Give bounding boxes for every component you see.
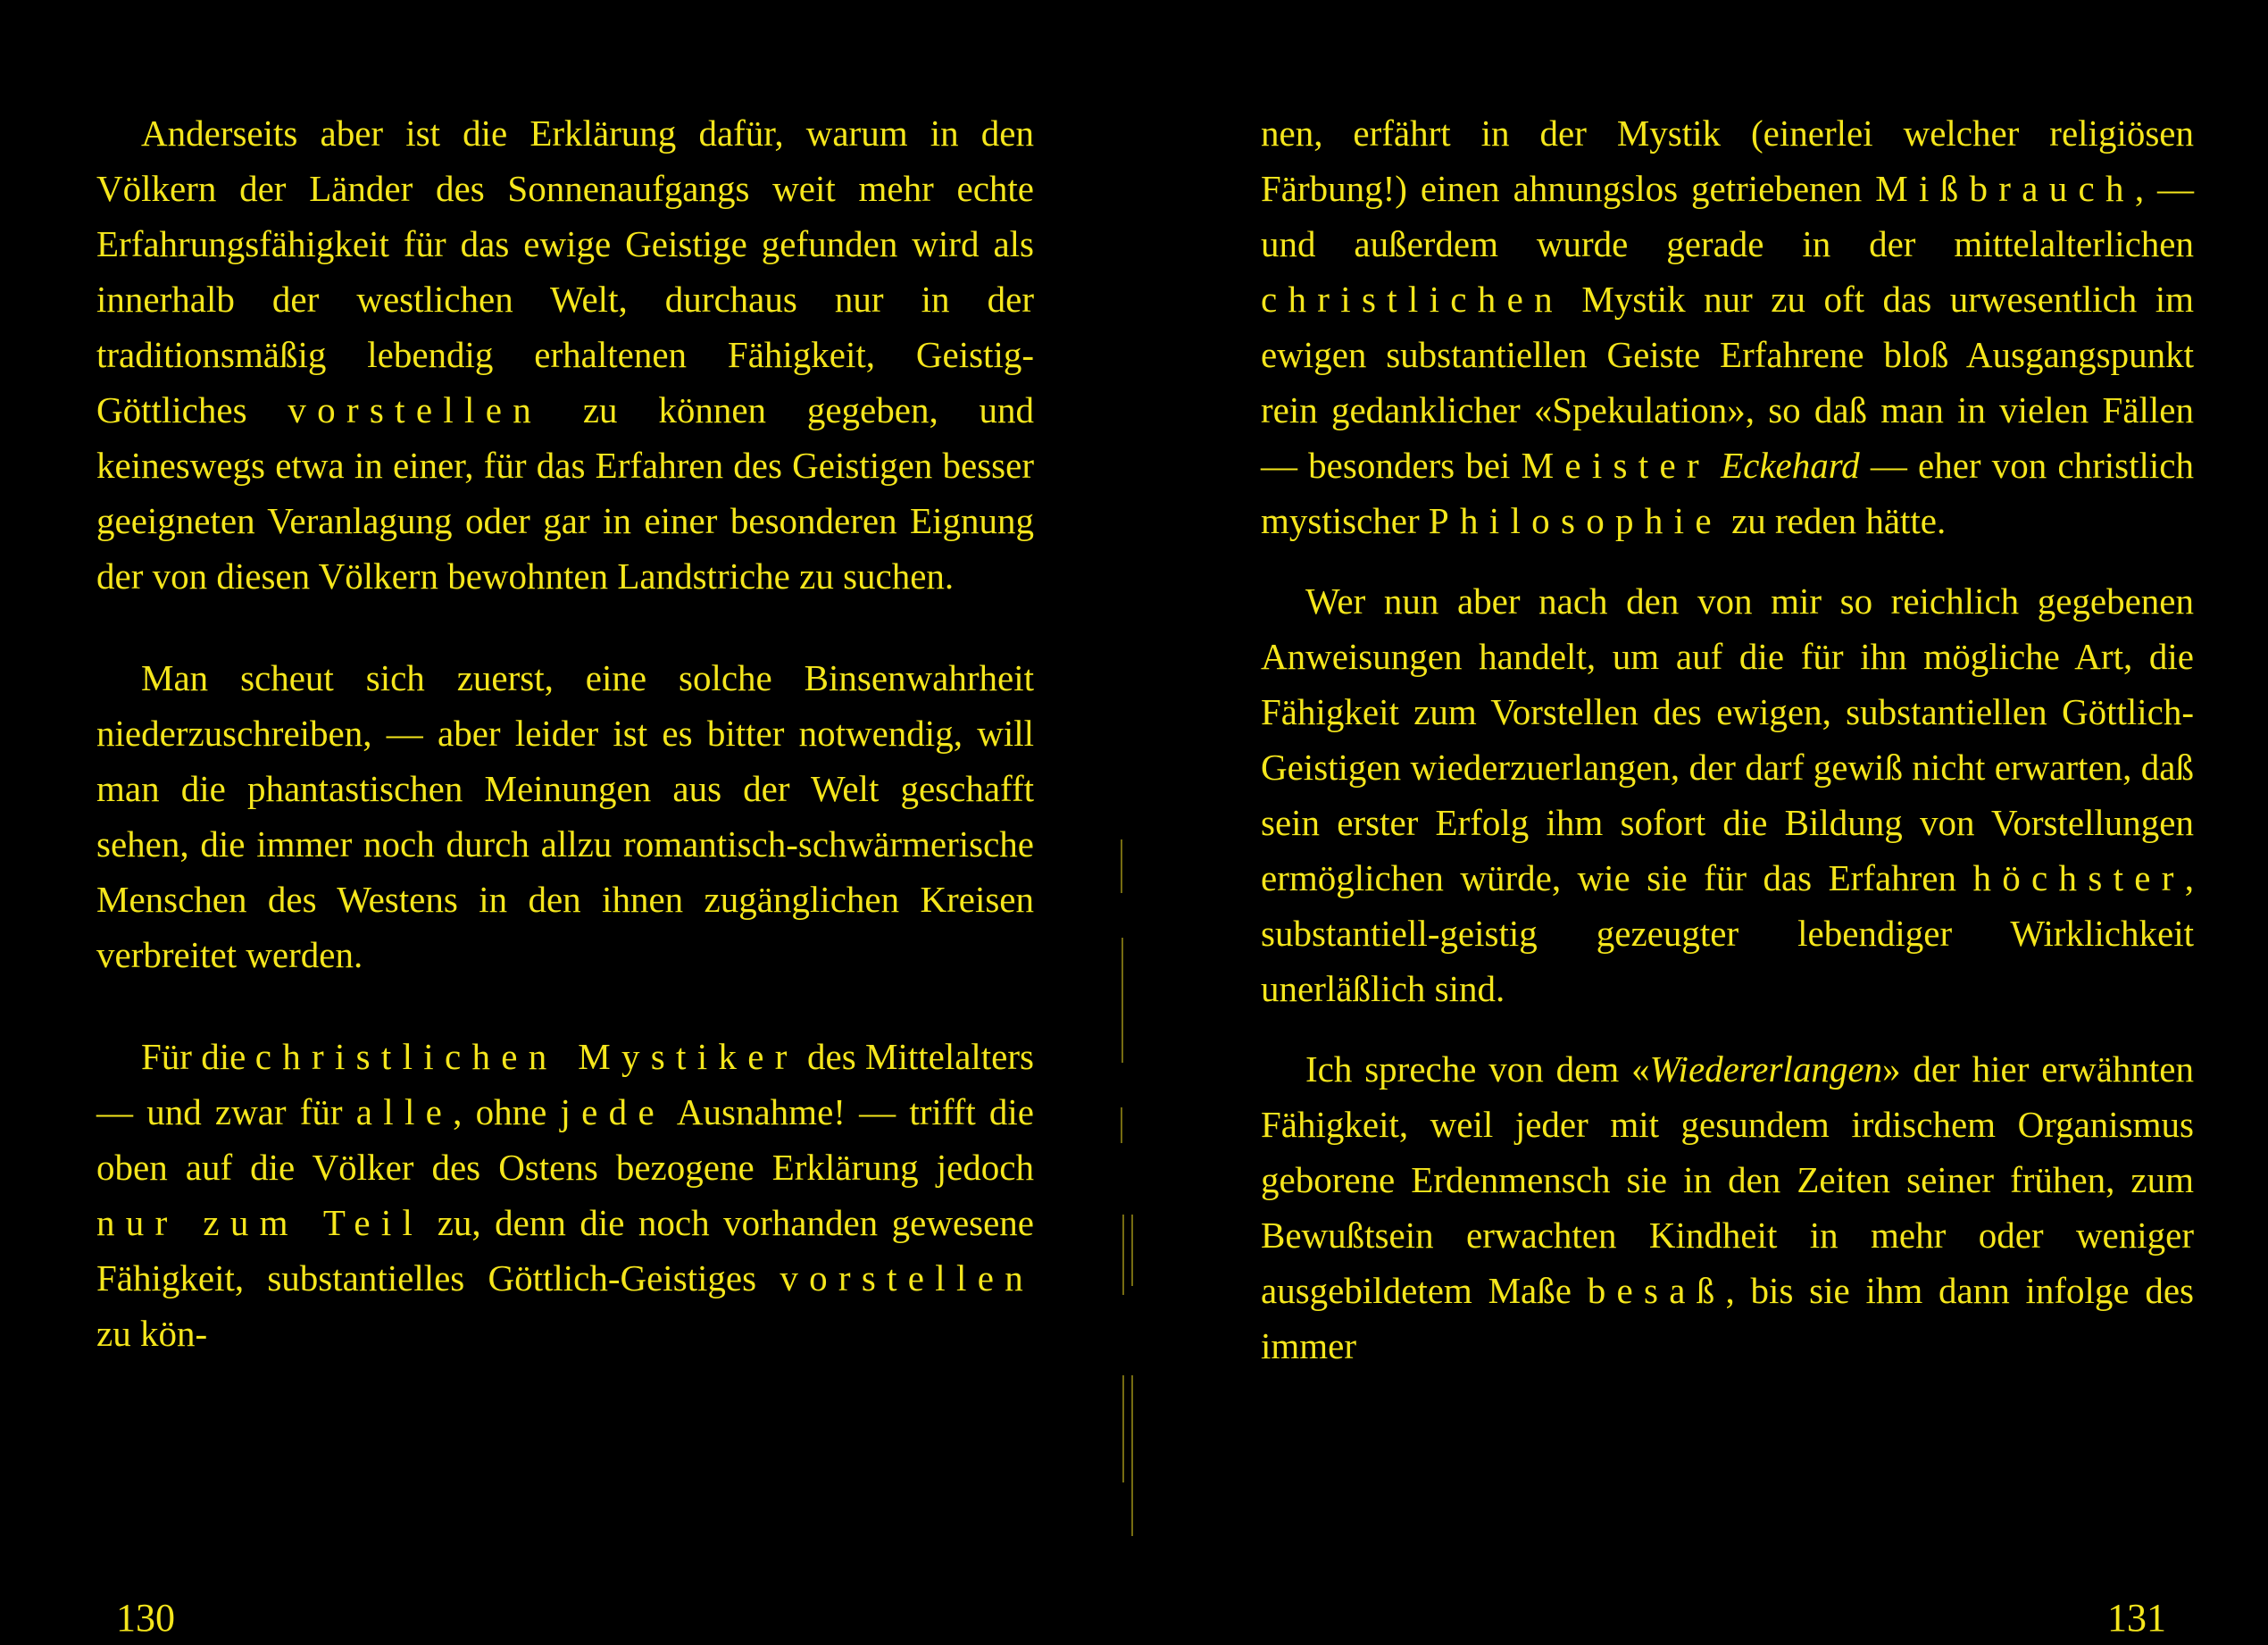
paragraph xyxy=(96,105,1034,604)
left-page xyxy=(96,105,1034,1361)
text-run: Ich spreche von dem « xyxy=(1305,1048,1650,1090)
paragraph xyxy=(96,650,1034,982)
text-run: Wer nun aber nach den von mir so reichlich gegebenen Anweisungen handelt, um auf die für ihn mögliche Art, die Fähigkeit zum Vorstellen des ewigen, substantiellen Göttlich-Geistigen wiederzuerlangen, der darf gewiß nicht erwarten, daß sein erster Erfolg ihm sofort die Bildung von Vorstellungen ermöglichen würde, wie sie für das Erfahren xyxy=(1261,580,2194,898)
italic-emphasis: Wiedererlangen xyxy=(1649,1048,1883,1090)
spaced-emphasis: christlichen xyxy=(1261,279,1563,320)
text-run: , — und außerdem wurde gerade in der mittelalterlichen xyxy=(1261,168,2194,264)
spaced-emphasis: besaß xyxy=(1587,1270,1726,1311)
text-run: Man scheut sich zuerst, eine solche Binsenwahrheit niederzuschreiben, — aber leider ist es bitter notwendig, will man die phantastischen Meinungen aus der Welt geschafft sehen, die immer noch durch allzu romantisch-schwärmerische Menschen des Westens in den ihnen zugänglichen Kreisen verbreitet werden. xyxy=(96,657,1034,975)
text-run: , ohne xyxy=(453,1091,561,1132)
paragraph xyxy=(96,1029,1034,1361)
paragraph xyxy=(1261,573,2194,1016)
spaced-emphasis: christlichen Mystiker xyxy=(254,1036,798,1077)
text-run: zu reden hätte. xyxy=(1722,500,1947,541)
spaced-emphasis: vorstellen xyxy=(780,1257,1034,1298)
paragraph xyxy=(1261,1041,2194,1374)
text-run: Für die xyxy=(141,1036,255,1077)
spaced-emphasis: höchster xyxy=(1972,857,2185,898)
text-run: Ausnahme! — trifft die oben auf die Völker des Ostens bezogene Erklärung jedoch xyxy=(96,1091,1034,1188)
text-run: des Mittelalters — und zwar für xyxy=(96,1036,1034,1132)
paragraph xyxy=(1261,105,2194,548)
page-number-left: 130 xyxy=(116,1596,175,1640)
text-run: zu können gegeben, und keineswegs etwa in einer, für das Erfahren des Geistigen besser geeigneten Veranlagung oder gar in einer besonderen Eignung der von diesen Völkern bewohnten Landstriche zu suchen. xyxy=(96,389,1034,597)
text-run: , substantiell-geistig gezeugter lebendiger Wirklichkeit unerläßlich sind. xyxy=(1261,857,2194,1009)
text-run: — eher von christlich mystischer xyxy=(1261,445,2195,541)
page-number-right: 131 xyxy=(2107,1596,2166,1640)
text-run: » der hier erwähnten Fähigkeit, weil jeder mit gesundem irdischem Organismus geborene Erdenmensch sie in den Zeiten seiner frühen, zum Bewußtsein erwachten Kindheit in mehr oder weniger ausgebildetem Maße xyxy=(1261,1048,2194,1311)
spaced-emphasis: Philosophie xyxy=(1428,500,1722,541)
right-page xyxy=(1261,105,2194,1374)
spaced-emphasis: alle xyxy=(355,1091,454,1132)
italic-emphasis: Eckehard xyxy=(1721,445,1860,486)
spaced-emphasis: nur zum Teil xyxy=(96,1202,424,1243)
spaced-emphasis: Meister xyxy=(1521,445,1710,486)
book-gutter xyxy=(1119,661,1146,1625)
text-run: nen, erfährt in der Mystik (einerlei welcher religiösen Färbung!) einen ahnungslos getriebenen xyxy=(1261,113,2194,209)
spaced-emphasis: Mißbrauch xyxy=(1875,168,2135,209)
spaced-emphasis: vorstellen xyxy=(288,389,543,430)
text-run: , bis sie ihm dann infolge des immer xyxy=(1261,1270,2194,1366)
text-run: Mystik nur zu oft das urwesentlich im ewigen substantiellen Geiste Erfahrene bloß Ausgangspunkt rein gedanklicher «Spekulation», so daß man in vielen Fällen — besonders bei xyxy=(1261,279,2194,486)
text-run xyxy=(1710,445,1721,486)
text-run: zu kön- xyxy=(96,1313,208,1354)
text-run: Anderseits aber ist die Erklärung dafür, warum in den Völkern der Länder des Sonnenaufgangs weit mehr echte Erfahrungsfähigkeit für das ewige Geistige gefunden wird als innerhalb der westlichen Welt, durchaus nur in der traditionsmäßig lebendig erhaltenen Fähigkeit, Geistig-Göttliches xyxy=(96,113,1034,430)
text-run: zu, denn die noch vorhanden gewesene Fähigkeit, substantielles Göttlich-Geistiges xyxy=(96,1202,1035,1298)
spaced-emphasis: jede xyxy=(560,1091,665,1132)
